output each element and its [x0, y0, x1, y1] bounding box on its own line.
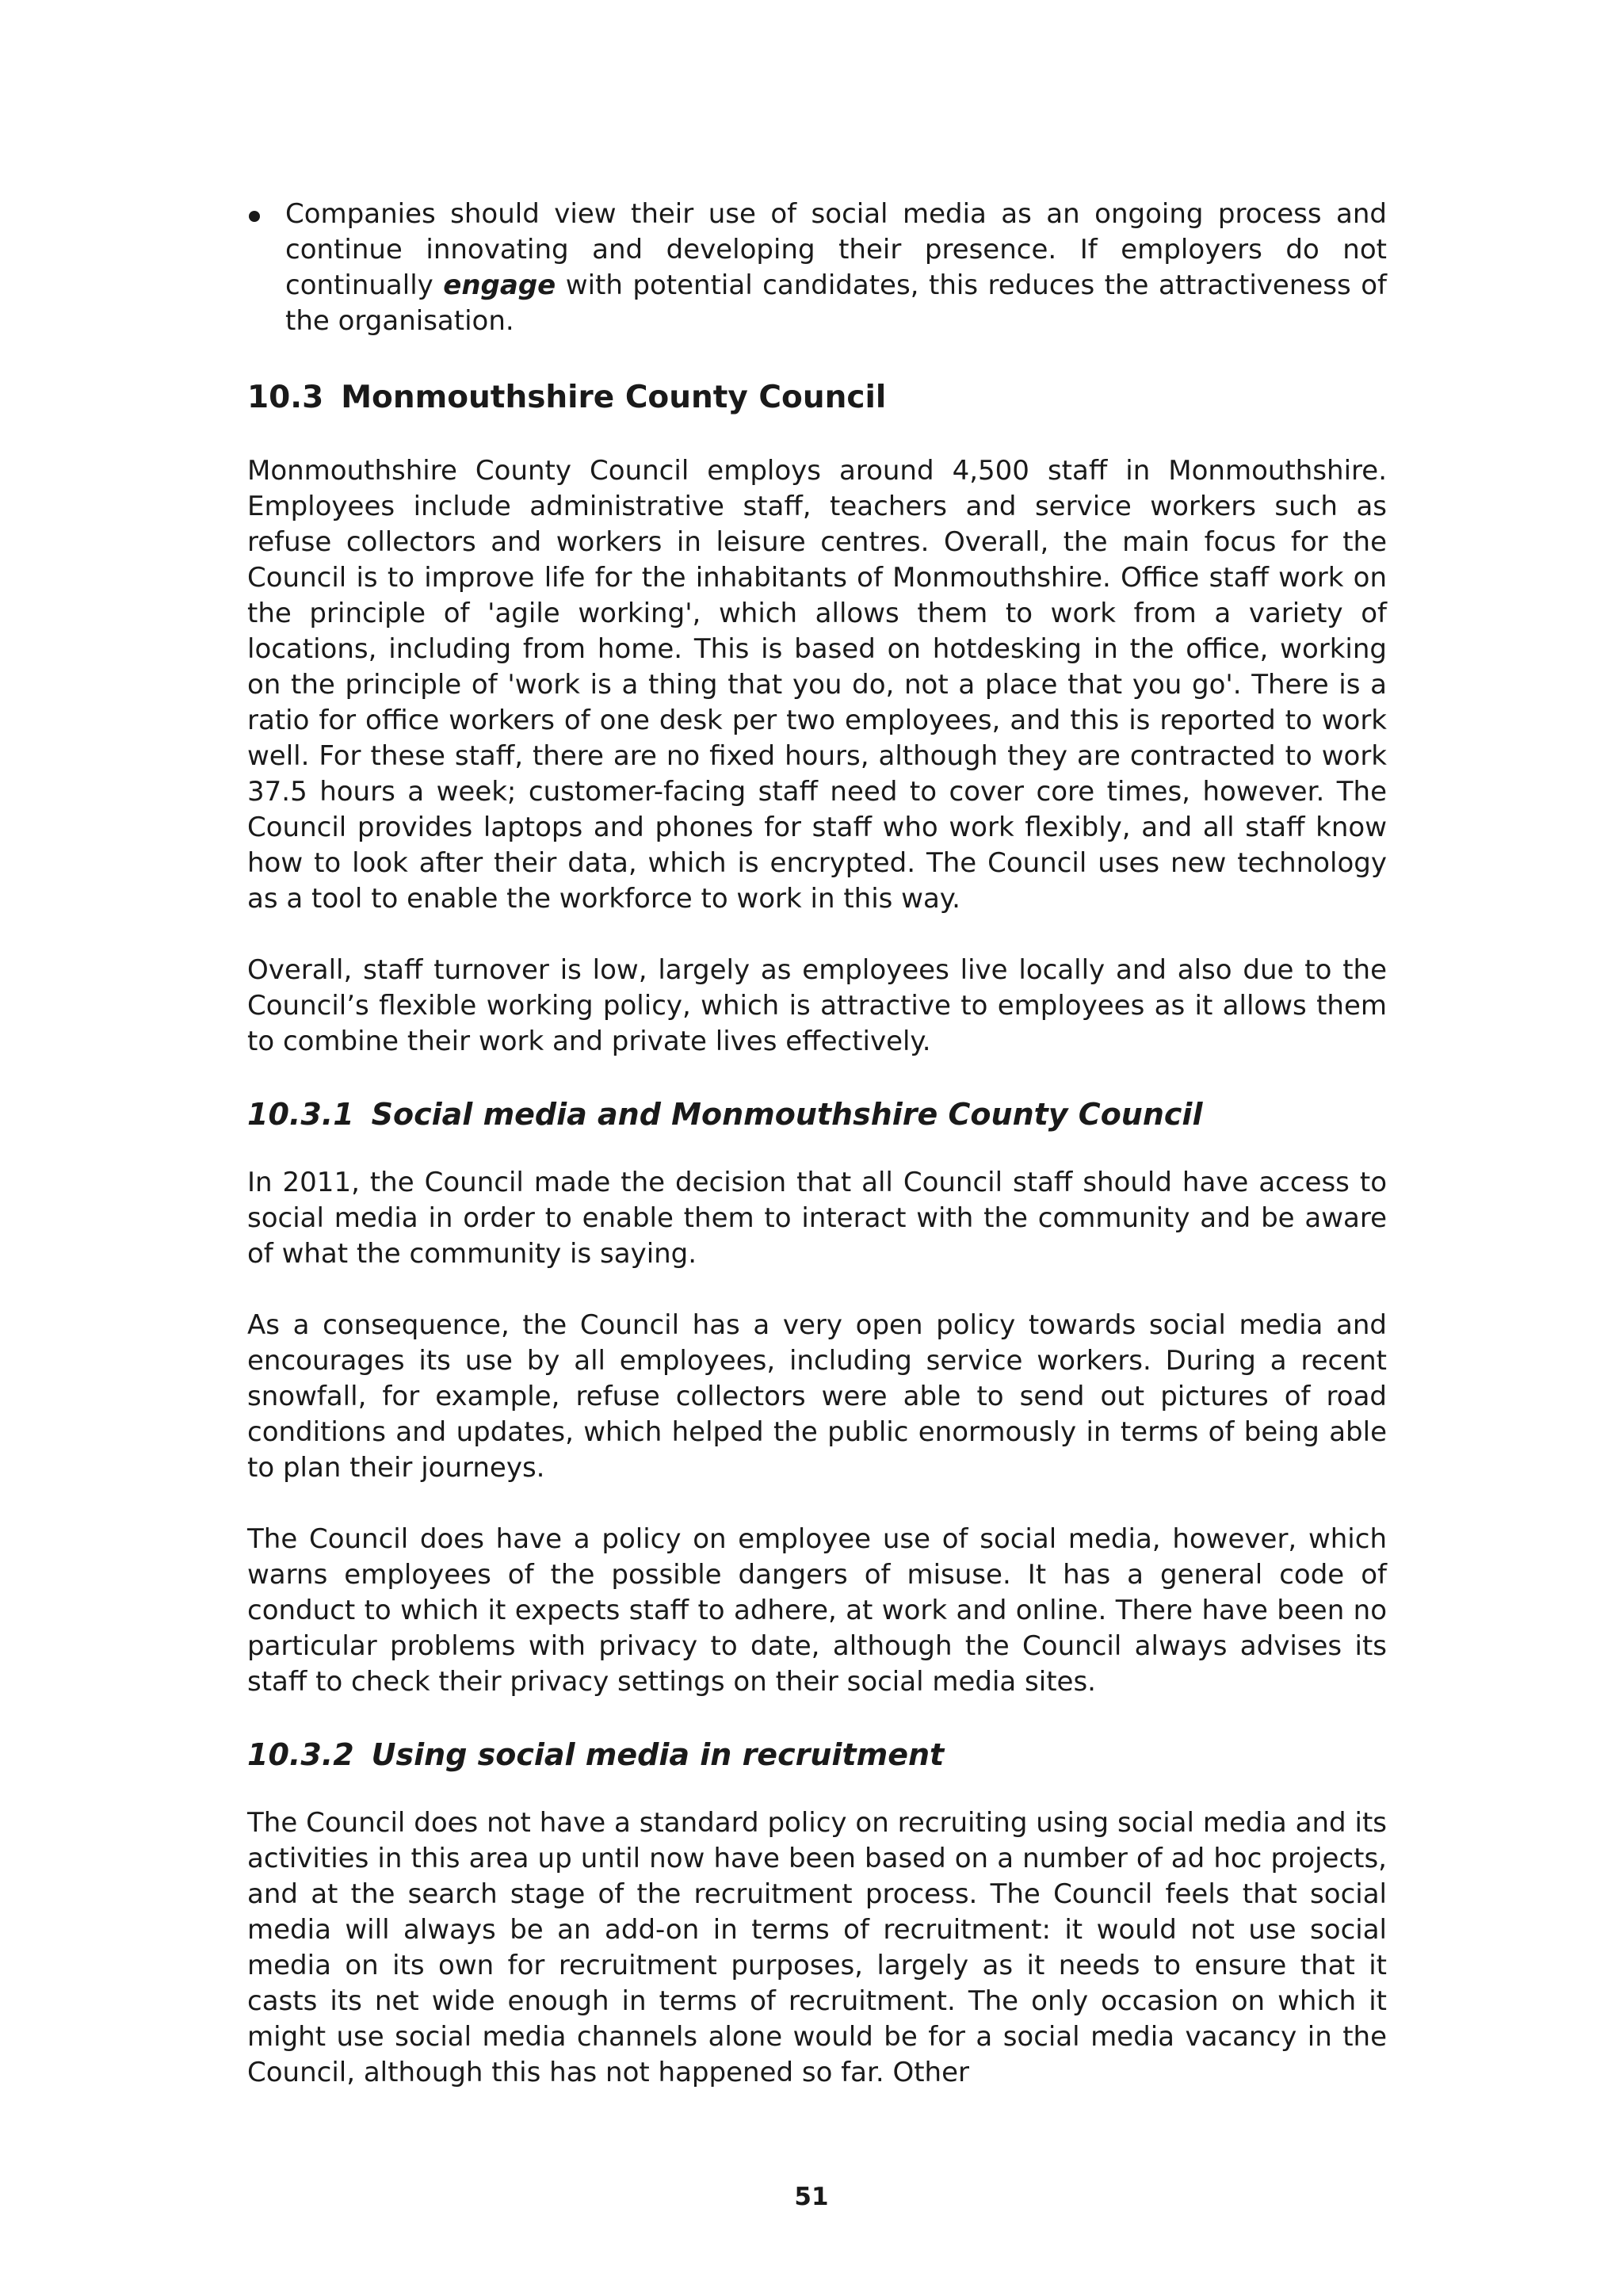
section-title: Monmouthshire County Council — [341, 380, 887, 415]
bullet-dot-icon — [249, 211, 260, 222]
document-page — [247, 197, 1387, 2126]
bullet-emphasis: engage — [443, 269, 556, 301]
subsection-1-paragraph-1: In 2011, the Council made the decision that all Council staff should have access to social media in order to enable them to interact with the community and be aware of what the community is saying. — [247, 1167, 1387, 1270]
subsection-2-title: Using social media in recruitment — [371, 1737, 945, 1772]
subsection-2-number: 10.3.2 — [247, 1737, 354, 1772]
subsection-1-paragraph-3: The Council does have a policy on employee use of social media, however, which warns employees of the possible dangers of misuse. It has a general code of conduct to which it expects staff to adhere, at work and online. There have been no particular problems with privacy to date, although the Council always advises its staff to check their privacy settings on their social media sites. — [247, 1523, 1387, 1698]
bullet-text-start: Companies should view their use of social media as an ongoing process and continue innovating and developing their presence. If employers do not continually — [285, 198, 1387, 301]
subsection-1-number: 10.3.1 — [247, 1097, 354, 1132]
section-paragraph-1: Monmouthshire County Council employs around 4,500 staff in Monmouthshire. Employees include administrative staff, teachers and service workers such as refuse collectors and workers in leisure centres. Overall, the main focus for the Council is to improve life for the inhabitants of Monmouthshire. Office staff work on the principle of 'agile working', which allows them to work from a variety of locations, including from home. This is based on hotdesking in the office, working on the principle of 'work is a thing that you do, not a place that you go'. There is a ratio for office workers of one desk per two employees, and this is reported to work well. For these staff, there are no fixed hours, although they are contracted to work 37.5 hours a week; customer-facing staff need to cover core times, however. The Council provides laptops and phones for staff who work flexibly, and all staff know how to look after their data, which is encrypted. The Council uses new technology as a tool to enable the workforce to work in this way. — [247, 455, 1387, 915]
bullet-text-end: with potential candidates, this reduces the attractiveness of the organisation. — [285, 269, 1388, 337]
section-heading — [247, 379, 1387, 417]
section-number: 10.3 — [247, 380, 324, 415]
section-paragraph-2: Overall, staff turnover is low, largely as employees live locally and also due to the Council’s flexible working policy, which is attractive to employees as it allows them to combine their work and private lives effectively. — [247, 954, 1387, 1057]
subsection-1-title: Social media and Monmouthshire County Council — [371, 1097, 1203, 1132]
page-number: 51 — [794, 2183, 829, 2211]
bullet-item — [247, 197, 1387, 339]
subsection-1-paragraph-2: As a consequence, the Council has a very open policy towards social media and encourages its use by all employees, including service workers. During a recent snowfall, for example, refuse collectors were able to send out pictures of road conditions and updates, which helped the public enormously in terms of being able to plan their journeys. — [247, 1309, 1387, 1484]
subsection-2-paragraph-1: The Council does not have a standard policy on recruiting using social media and its activities in this area up until now have been based on a number of ad hoc projects, and at the search stage of the recruitment process. The Council feels that social media will always be an add-on in terms of recruitment: it would not use social media on its own for recruitment purposes, largely as it needs to ensure that it casts its net wide enough in terms of recruitment. The only occasion on which it might use social media channels alone would be for a social media vacancy in the Council, although this has not happened so far. Other — [247, 1807, 1387, 2088]
subsection-heading-1 — [247, 1095, 1387, 1133]
bullet-list — [247, 197, 1387, 339]
subsection-heading-2 — [247, 1736, 1387, 1774]
